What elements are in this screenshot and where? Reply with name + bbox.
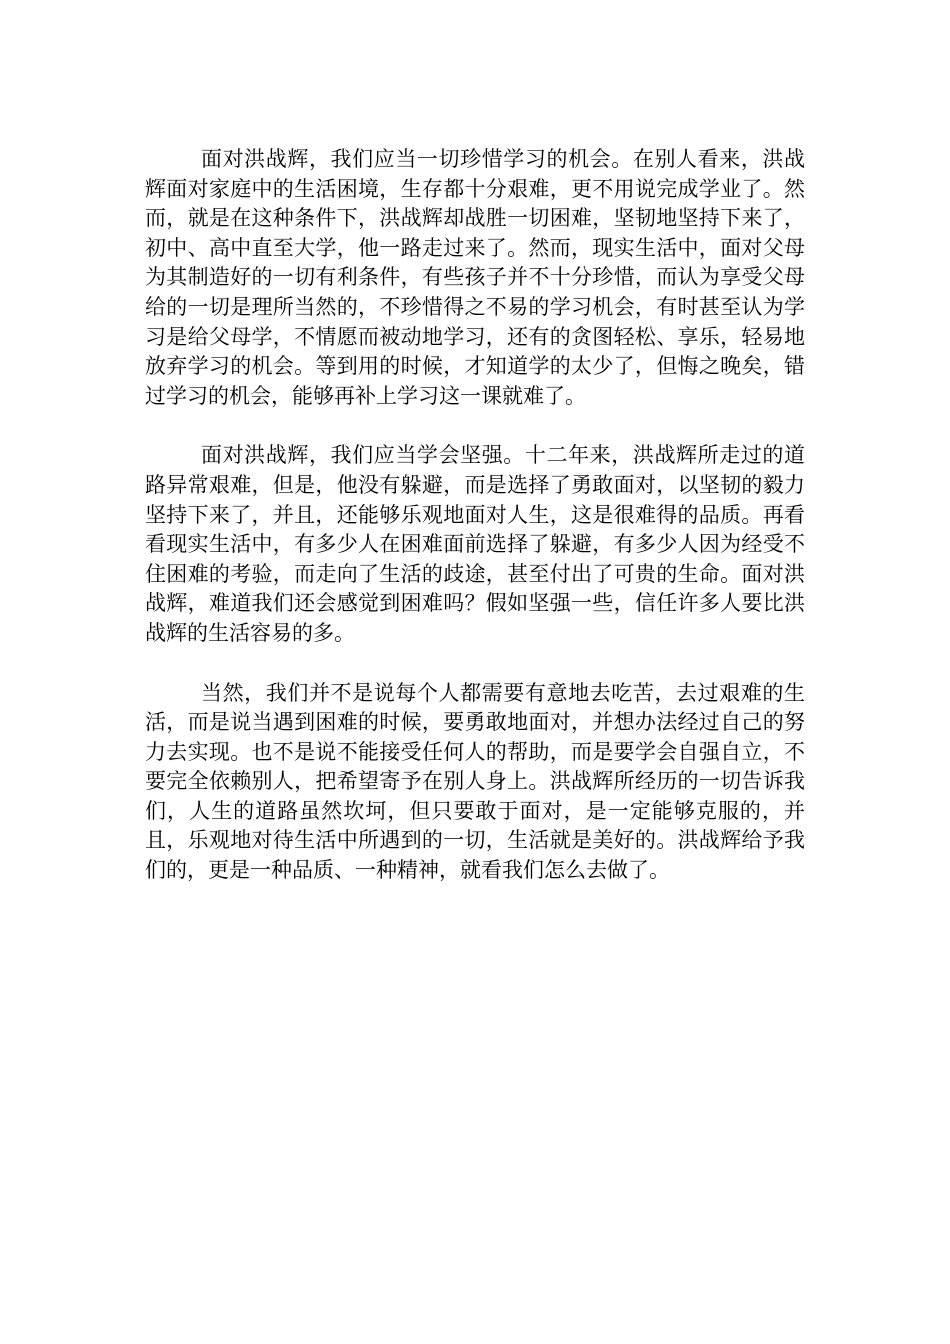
paragraph-self-reliance: 当然，我们并不是说每个人都需要有意地去吃苦，去过艰难的生活，而是说当遇到困难的时候，要勇敢地面对，并想办法经过自己的努力去实现。也不是说不能接受任何人的帮助，而是要学会自强自立，不要完全依赖别人，把希望寄予在别人身上。洪战辉所经历的一切告诉我们，人生的道路虽然坎坷，但只要敢于面对，是一定能够克服的，并且，乐观地对待生活中所遇到的一切，生活就是美好的。洪战辉给予我们的，更是一种品质、一种精神，就看我们怎么去做了。 bbox=[145, 680, 805, 883]
document-body bbox=[145, 145, 805, 916]
paragraph-cherish-learning: 面对洪战辉，我们应当一切珍惜学习的机会。在别人看来，洪战辉面对家庭中的生活困境，生存都十分艰难，更不用说完成学业了。然而，就是在这种条件下，洪战辉却战胜一切困难，坚韧地坚持下来了，初中、高中直至大学，他一路走过来了。然而，现实生活中，面对父母为其制造好的一切有利条件，有些孩子并不十分珍惜，而认为享受父母给的一切是理所当然的，不珍惜得之不易的学习机会，有时甚至认为学习是给父母学，不情愿而被动地学习，还有的贪图轻松、享乐，轻易地放弃学习的机会。等到用的时候，才知道学的太少了，但悔之晚矣，错过学习的机会，能够再补上学习这一课就难了。 bbox=[145, 147, 805, 408]
paragraph-be-strong: 面对洪战辉，我们应当学会坚强。十二年来，洪战辉所走过的道路异常艰难，但是，他没有躲避，而是选择了勇敢面对，以坚韧的毅力坚持下来了，并且，还能够乐观地面对人生，这是很难得的品质。再看看现实生活中，有多少人在困难面前选择了躲避，有多少人因为经受不住困难的考验，而走向了生活的歧途，甚至付出了可贵的生命。面对洪战辉，难道我们还会感觉到困难吗？假如坚强一些，信任许多人要比洪战辉的生活容易的多。 bbox=[145, 443, 805, 645]
